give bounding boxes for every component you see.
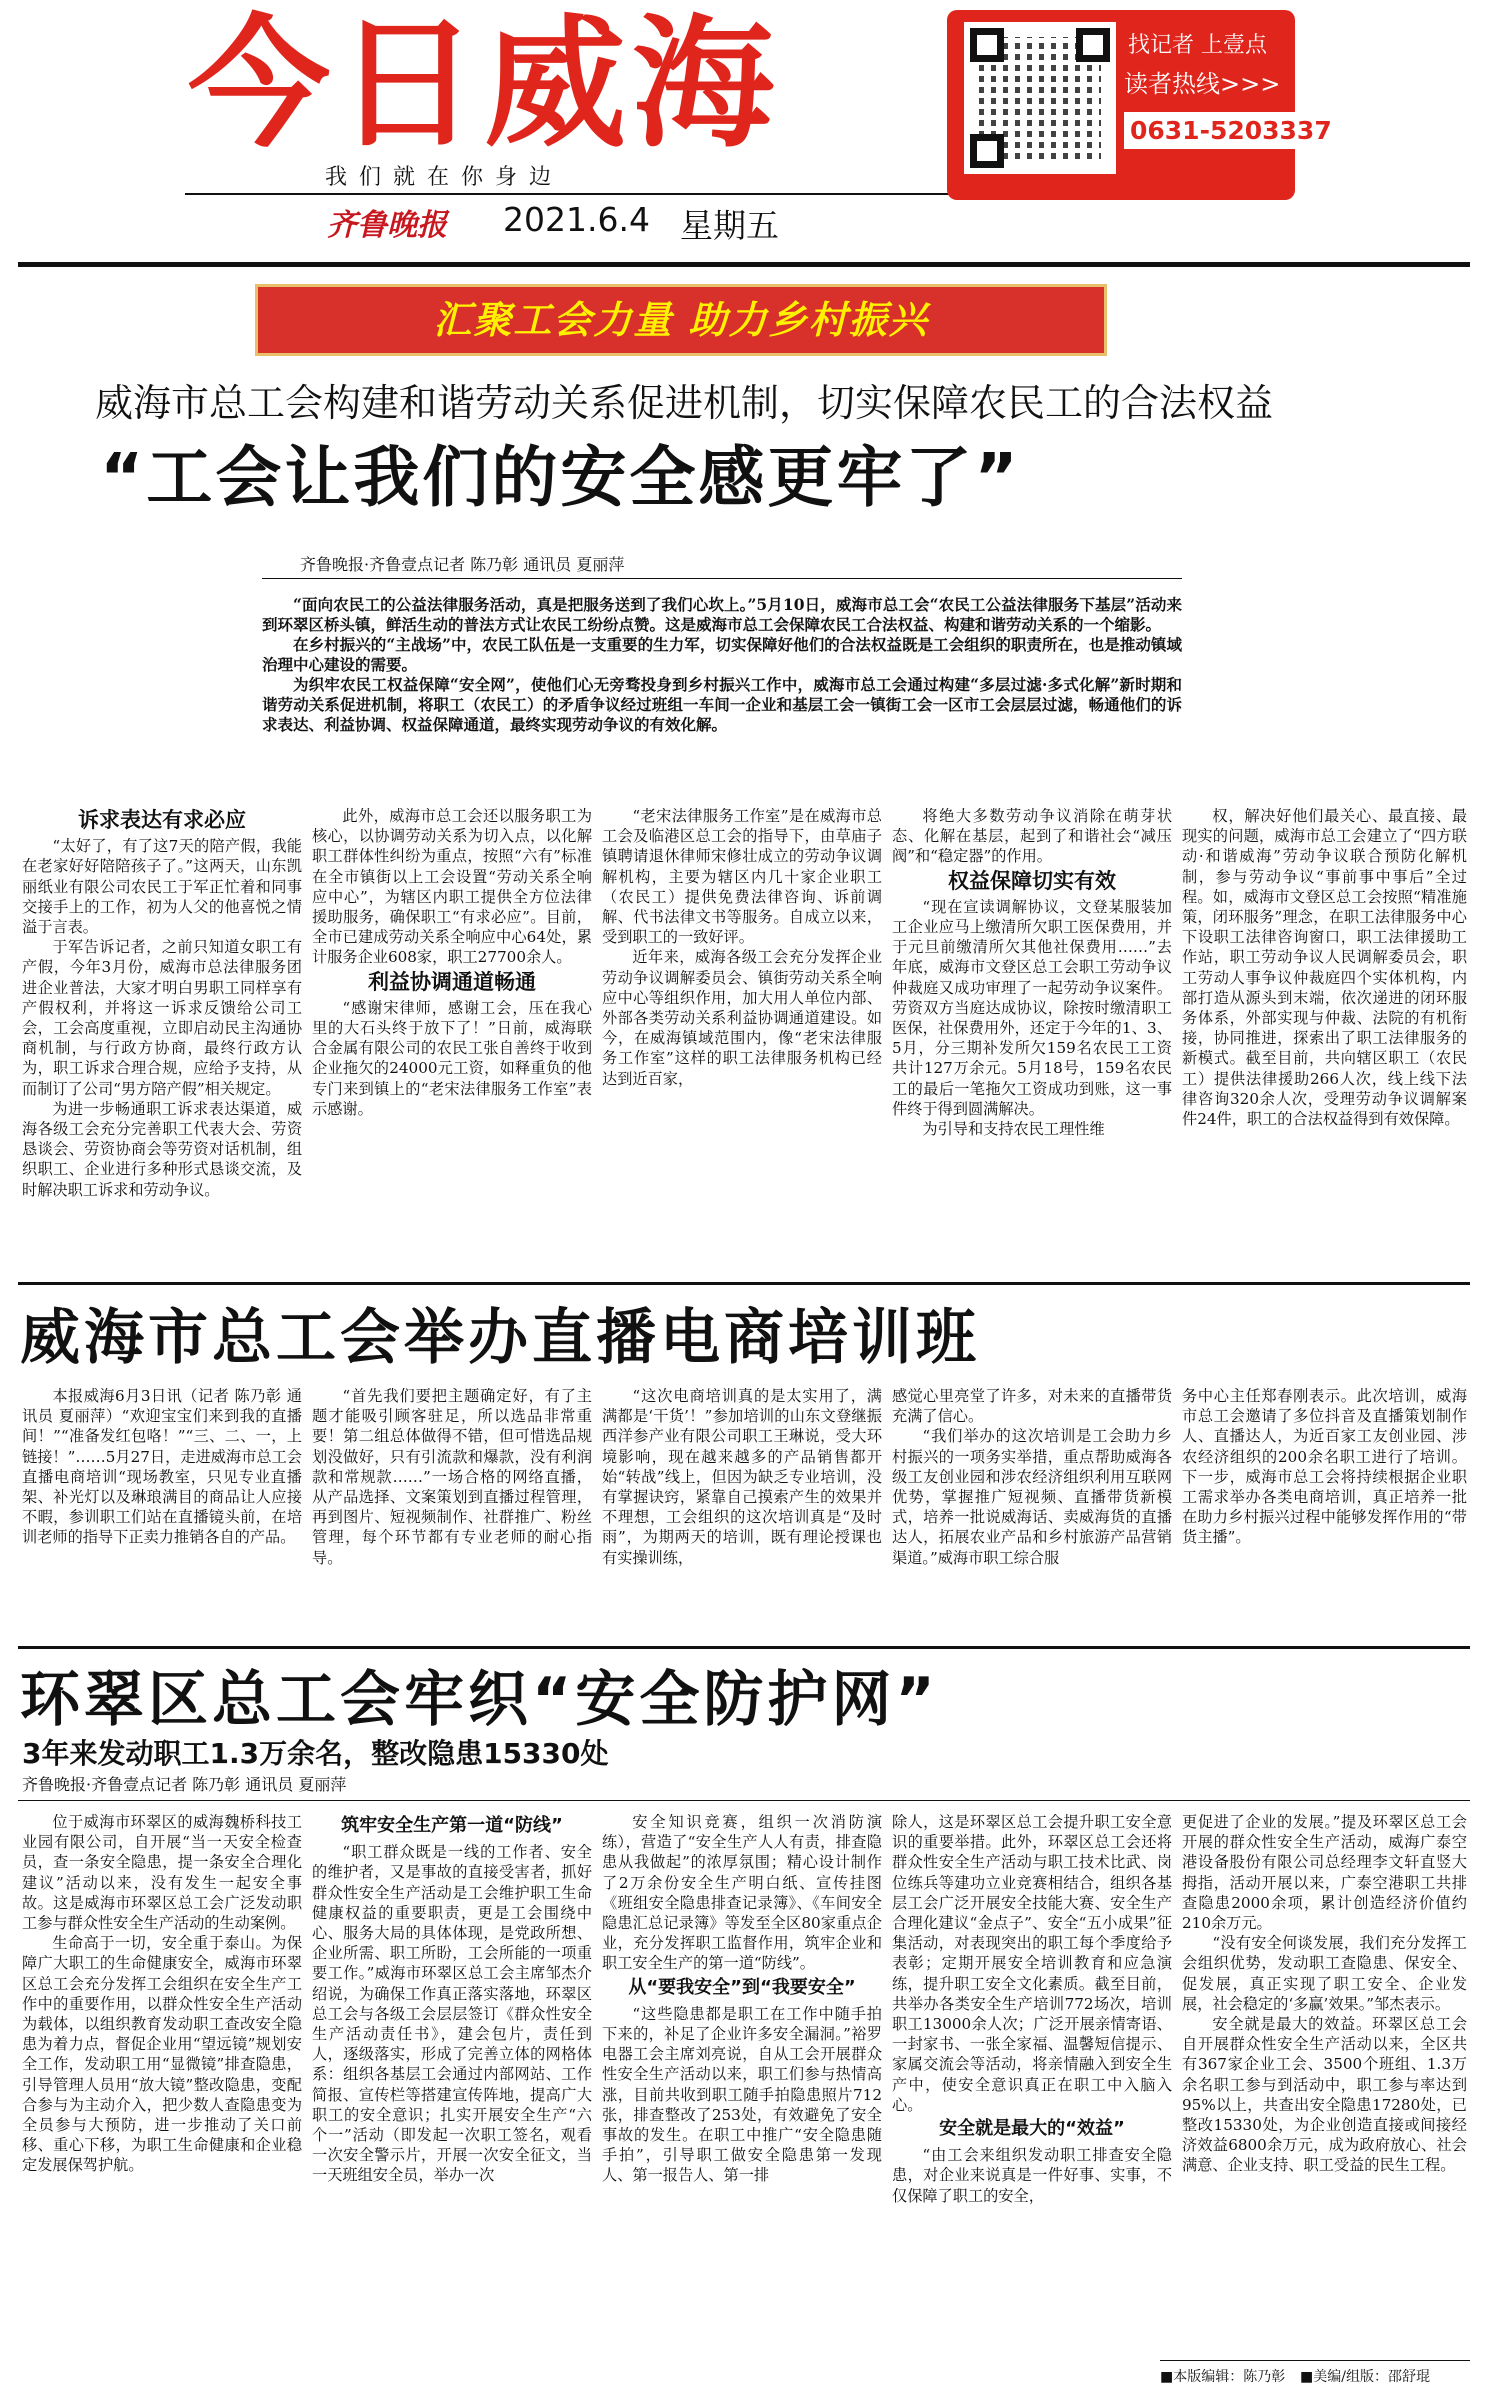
body-paragraph: 为引导和支持农民工理性维 <box>922 1120 1105 1139</box>
lead-paragraph: 在乡村振兴的“主战场”中，农民工队伍是一支重要的生力军，切实保障好他们的合法权益既是工会组织的职责所在，也是推动镇域治理中心建设的需要。 <box>262 635 1182 674</box>
article1-column-1 <box>22 806 302 1276</box>
article2-column-1 <box>22 1386 302 1640</box>
article3-subtitle: 3年来发动职工1.3万余名，整改隐患15330处 <box>22 1737 609 1770</box>
article2-column-4 <box>892 1386 1172 1640</box>
article3-column-5 <box>1182 1812 1467 2352</box>
issue-date: 2021.6.4 <box>503 200 650 239</box>
article1-subtitle: 威海市总工会构建和谐劳动关系促进机制，切实保障农民工的合法权益 <box>95 381 1274 425</box>
masthead-title: 今日威海 <box>188 2 780 167</box>
lead-paragraph: 为织牢农民工权益保障“安全网”，使他们心无旁骛投身到乡村振兴工作中，威海市总工会通过构建“多层过滤·多式化解”新时期和谐劳动关系促进机制，将职工（农民工）的矛盾争议经过班组一车间一企业和基层工会一镇街工会一区市工会层层过滤，畅通他们的诉求表达、利益协调、权益保障通道，最终实现劳动争议的有效化解。 <box>262 675 1182 734</box>
article3-byline: 齐鲁晚报·齐鲁壹点记者 陈乃彰 通讯员 夏丽萍 <box>22 1775 347 1794</box>
masthead-rule <box>185 193 955 195</box>
body-paragraph: 权，解决好他们最关心、最直接、最现实的问题，威海市总工会建立了“四方联动·和谐威海”劳动争议联合预防化解机制，参与劳动争议“事前事中事后”全过程。如，威海市文登区总工会按照“精准施策，闭环服务”理念，在职工法律服务中心下设职工法律咨询窗口，职工法律援助工作站，职工劳动争议人民调解委员会，职工劳动人事争议仲裁庭四个实体机构，内部打造从源头到末端，依次递进的闭环服务体系，外部实现与仲裁、法院的有机衔接，协同推进，探索出了职工法律服务的新模式。截至目前，共向辖区职工（农民工）提供法律援助266人次，线上线下法律咨询320余人次，受理劳动争议调解案件24件，职工的合法权益得到有效保障。 <box>1182 807 1467 1129</box>
article1-lead <box>262 595 1182 735</box>
article2-column-5 <box>1182 1386 1467 1640</box>
body-paragraph: 安全知识竞赛，组织一次消防演练），营造了“安全生产人人有责，排查隐患从我做起”的浓厚氛围；精心设计制作了2万余份安全生产明白纸、宣传挂图《班组安全隐患排查记录簿》、《车间安全隐患汇总记录簿》等发至全区80家重点企业，充分发挥职工监督作用，筑牢企业和职工安全生产的第一道“防线”。 <box>602 1813 882 1973</box>
article1-column-3 <box>602 806 882 1276</box>
body-paragraph: 生命高于一切，安全重于泰山。为保障广大职工的生命健康安全，威海市环翠区总工会充分发挥工会组织在安全生产工作中的重要作用，以群众性安全生产活动为载体，以组织教育发动职工查改安全隐患为着力点，督促企业用“望远镜”规划安全工作，发动职工用“显微镜”排查隐患，引导管理人员用“放大镜”整改隐患，变配合参与为主动介入，把少数人查隐患变为全员参与大预防，进一步推动了关口前移、重心下移，为职工生命健康和企业稳定发展保驾护航。 <box>22 1934 302 2175</box>
body-paragraph: “太好了，有了这7天的陪产假，我能在老家好好陪陪孩子了。”这两天，山东凯丽纸业有限公司农民工于军正忙着和同事交接手上的工作，初为人父的他喜悦之情溢于言表。 <box>22 837 302 937</box>
article2-column-2 <box>312 1386 592 1640</box>
lead-paragraph: “面向农民工的公益法律服务活动，真是把服务送到了我们心坎上。”5月10日，威海市总工会“农民工公益法律服务下基层”活动来到环翠区桥头镇，鲜活生动的普法方式让农民工纷纷点赞。这是威海市总工会保障农民工合法权益、构建和谐劳动关系的一个缩影。 <box>262 595 1182 634</box>
body-paragraph: “感谢宋律师，感谢工会，压在我心里的大石头终于放下了！”日前，威海联合金属有限公司的农民工张自善终于收到企业拖欠的24000元工资，如释重负的他专门来到镇上的“老宋法律服务工作室”表示感谢。 <box>312 998 592 1118</box>
body-paragraph: 此外，威海市总工会还以服务职工为核心，以协调劳动关系为切入点，以化解职工群体性纠纷为重点，按照“六有”标准在全市镇街以上工会设置“劳动关系全响应中心”，为辖区内职工提供全方位法律援助服务，确保职工“有求必应”。目前，全市已建成劳动关系全响应中心64处，累计服务企业608家，职工27700余人。 <box>312 807 592 967</box>
article2-column-3 <box>602 1386 882 1640</box>
body-paragraph: 于军告诉记者，之前只知道女职工有产假，今年3月份，威海市总法律服务团进企业普法，大家才明白男职工同样享有产假权利，并将这一诉求反馈给公司工会，工会高度重视，立即启动民主沟通协商机制，与行政方协商，最终行政方认为，职工诉求合理合规，应给予支持，从而制订了公司“男方陪产假”相关规定。 <box>22 938 302 1098</box>
section-heading: 筑牢安全生产第一道“防线” <box>341 1815 563 1836</box>
qr-finder-icon <box>1076 28 1110 62</box>
section-heading: 利益协调通道畅通 <box>368 969 536 994</box>
body-paragraph: “由工会来组织发动职工排查安全隐患，对企业来说真是一件好事、实事，不仅保障了职工的安全， <box>892 2146 1172 2205</box>
article3-column-4 <box>892 1812 1172 2352</box>
topic-banner-text: 汇聚工会力量 助力乡村振兴 <box>433 298 929 342</box>
masthead-slogan: 我们就在你身边 <box>325 165 564 190</box>
body-paragraph: 务中心主任郑春刚表示。此次培训，威海市总工会邀请了多位抖音及直播策划制作人、直播达人，为近百家工友创业园、涉农经济组织的200余名职工进行了培训。下一步，威海市总工会将持续根据企业职工需求举办各类电商培训，真正培养一批在助力乡村振兴过程中能够发挥作用的“带货主播”。 <box>1182 1387 1467 1547</box>
hotline-number: 0631-5203337 <box>1124 112 1338 149</box>
qr-finder-icon <box>970 28 1004 62</box>
article1-column-4 <box>892 806 1172 1276</box>
body-paragraph: 位于威海市环翠区的威海魏桥科技工业园有限公司，自开展“当一天安全检查员，查一条安全隐患，提一条安全合理化建议”活动以来，没有发生一起安全事故。这是威海市环翠区总工会广泛发动职工参与群众性安全生产活动的生动案例。 <box>22 1813 302 1933</box>
section-divider <box>18 1282 1470 1285</box>
qr-finder-icon <box>970 134 1004 168</box>
body-paragraph: 本报威海6月3日讯（记者 陈乃彰 通讯员 夏丽萍）“欢迎宝宝们来到我的直播间！”“准备发红包咯！”“三、二、一，上链接！”……5月27日，走进威海市总工会直播电商培训“现场教室，只见专业直播架、补光灯以及琳琅满目的商品让人应接不暇，参训职工们站在直播镜头前，在培训老师的指导下正卖力推销各自的产品。 <box>22 1387 302 1547</box>
page-designer: ■美编/组版：邵舒琨 <box>1300 2369 1430 2385</box>
article3-column-2 <box>312 1812 592 2352</box>
article1-column-2 <box>312 806 592 1276</box>
body-paragraph: “这些隐患都是职工在工作中随手拍下来的，补足了企业许多安全漏洞。”裕罗电器工会主席刘亮说，自从工会开展群众性安全生产活动以来，职工们参与热情高涨，目前共收到职工随手拍隐患照片712张，排查整改了253处，有效避免了安全事故的发生。在职工中推广“安全隐患随手拍”，引导职工做安全隐患第一发现人、第一报告人、第一排 <box>602 2004 882 2185</box>
byline-rule <box>262 578 1182 579</box>
body-paragraph: 安全就是最大的效益。环翠区总工会自开展群众性安全生产活动以来，全区共有367家企业工会、3500个班组、1.3万余名职工参与到活动中，职工参与率达到95%以上，共查出安全隐患17280处，已整改15330处，为企业创造直接或间接经济效益6800余万元，成为政府放心、社会满意、企业支持、职工受益的民生工程。 <box>1182 2015 1467 2175</box>
section-heading: 权益保障切实有效 <box>948 868 1116 893</box>
article3-column-3 <box>602 1812 882 2352</box>
body-paragraph: 近年来，威海各级工会充分发挥企业劳动争议调解委员会、镇街劳动关系全响应中心等组织作用，加大用人单位内部、外部各类劳动关系利益协调通道建设。如今，在威海镇域范围内，像“老宋法律服务工作室”这样的职工法律服务机构已经达到近百家， <box>602 948 882 1088</box>
body-paragraph: 除人，这是环翠区总工会提升职工安全意识的重要举措。此外，环翠区总工会还将群众性安全生产活动与职工技术比武、岗位练兵等建功立业竞赛相结合，组织各基层工会广泛开展安全技能大赛、安全生产合理化建议“金点子”、安全“五小成果”征集活动，对表现突出的职工每个季度给予表彰；定期开展安全培训教育和应急演练，提升职工安全文化素质。截至目前，共举办各类安全生产培训772场次，培训职工13000余人次；广泛开展亲情寄语、一封家书、一张全家福、温馨短信提示、家属交流会等活动，将亲情融入到安全生产中，使安全意识真正在职工中入脑入心。 <box>892 1813 1172 2114</box>
article1-title: “工会让我们的安全感更牢了” <box>100 439 1021 516</box>
byline-rule <box>18 1800 1470 1801</box>
body-paragraph: “职工群众既是一线的工作者、安全的维护者，又是事故的直接受害者，抓好群众性安全生产活动是工会维护职工生命健康权益的重要职责，更是工会围绕中心、服务大局的具体体现，是党政所想、企业所需、职工所盼，工会所能的一项重要工作。”威海市环翠区总工会主席邹杰介绍说，为确保工作真正落实落地，环翠区总工会与各级工会层层签订《群众性安全生产活动责任书》，建会包片，责任到人，逐级落实，形成了完善立体的网格体系：组织各基层工会通过内部网站、工作简报、宣传栏等搭建宣传阵地，提高广大职工的安全意识；扎实开展安全生产“六个一”活动（即发起一次职工签名，观看一次安全警示片，开展一次安全征文，当一天班组安全员，举办一次 <box>312 1843 592 2185</box>
body-paragraph: “我们举办的这次培训是工会助力乡村振兴的一项务实举措，重点帮助威海各级工友创业园和涉农经济组织利用互联网优势，掌握推广短视频、直播带货新模式，培养一批说威海话、卖威海货的直播达人，拓展农业产品和乡村旅游产品营销渠道。”威海市职工综合服 <box>892 1427 1172 1567</box>
section-heading: 诉求表达有求必应 <box>78 808 246 832</box>
footer-rule <box>1160 2360 1470 2361</box>
body-paragraph: 感觉心里亮堂了许多，对未来的直播带货充满了信心。 <box>892 1387 1172 1426</box>
article1-byline: 齐鲁晚报·齐鲁壹点记者 陈乃彰 通讯员 夏丽萍 <box>300 555 625 574</box>
contact-line-2: 读者热线>>> <box>1124 70 1281 98</box>
section-heading: 安全就是最大的“效益” <box>939 2118 1125 2140</box>
section-heading: 从“要我安全”到“我要安全” <box>628 1976 856 1998</box>
page-editor: ■本版编辑：陈乃彰 <box>1160 2369 1286 2385</box>
issue-weekday: 星期五 <box>680 206 779 245</box>
body-paragraph: “这次电商培训真的是太实用了，满满都是‘干货’！”参加培训的山东文登继振西洋参产业有限公司职工王琳说，受大环境影响，现在越来越多的产品销售都开始“转战”线上，但因为缺乏专业培训，没有掌握诀窍，紧靠自己摸索产生的效果并不理想，工会组织的这次培训真是“及时雨”，为期两天的培训，既有理论授课也有实操训练， <box>602 1387 882 1567</box>
body-paragraph: “首先我们要把主题确定好，有了主题才能吸引顾客驻足，所以选品非常重要！第二组总体做得不错，但可惜选品规划没做好，只有引流款和爆款，没有利润款和常规款……”一场合格的网络直播，从产品选择、文案策划到直播过程管理，再到图片、短视频制作、社群推广、粉丝管理，每个环节都有专业老师的耐心指导。 <box>312 1387 592 1567</box>
contact-line-1: 找记者 上壹点 <box>1128 33 1267 58</box>
brand-logo: 齐鲁晚报 <box>327 208 447 243</box>
article3-title: 环翠区总工会牢织“安全防护网” <box>20 1665 939 1735</box>
article1-column-5 <box>1182 806 1467 1276</box>
body-paragraph: 更促进了企业的发展。”提及环翠区总工会开展的群众性安全生产活动，威海广泰空港设备股份有限公司总经理李文轩直竖大拇指，活动开展以来，广泰空港职工共排查隐患2000余项，累计创造经济价值约210余万元。 <box>1182 1813 1467 1933</box>
body-paragraph: “没有安全何谈发展，我们充分发挥工会组织优势，发动职工查隐患、保安全、促发展，真正实现了职工安全、企业发展，社会稳定的‘多赢’效果。”邹杰表示。 <box>1182 1934 1467 2013</box>
body-paragraph: 将绝大多数劳动争议消除在萌芽状态、化解在基层，起到了和谐社会“减压阀”和“稳定器”的作用。 <box>892 807 1172 866</box>
article3-column-1 <box>22 1812 302 2352</box>
body-paragraph: “老宋法律服务工作室”是在威海市总工会及临港区总工会的指导下，由草庙子镇聘请退休律师宋修壮成立的劳动争议调解机构，主要为辖区内几十家企业职工（农民工）提供免费法律咨询、诉前调解、代书法律文书等服务。自成立以来，受到职工的一致好评。 <box>602 807 882 947</box>
header-divider <box>18 262 1470 267</box>
article2-title: 威海市总工会举办直播电商培训班 <box>20 1303 980 1373</box>
body-paragraph: 为进一步畅通职工诉求表达渠道，威海各级工会充分完善职工代表大会、劳资恳谈会、劳资协商会等劳资对话机制，组织职工、企业进行多种形式恳谈交流，及时解决职工诉求和劳动争议。 <box>22 1099 302 1199</box>
body-paragraph: “现在宣读调解协议，文登某服装加工企业应马上缴清所欠职工医保费用，并于元旦前缴清所欠其他社保费用……”去年底，威海市文登区总工会职工劳动争议仲裁庭又成功审理了一起劳动争议案件。劳资双方当庭达成协议，除按时缴清职工医保，社保费用外，还定于今年的1、3、5月，分三期补发所欠159名农民工工资共计127万余元。5月18号，159名农民工的最后一笔拖欠工资成功到账，这一事件终于得到圆满解决。 <box>892 897 1172 1118</box>
section-divider <box>18 1646 1470 1649</box>
